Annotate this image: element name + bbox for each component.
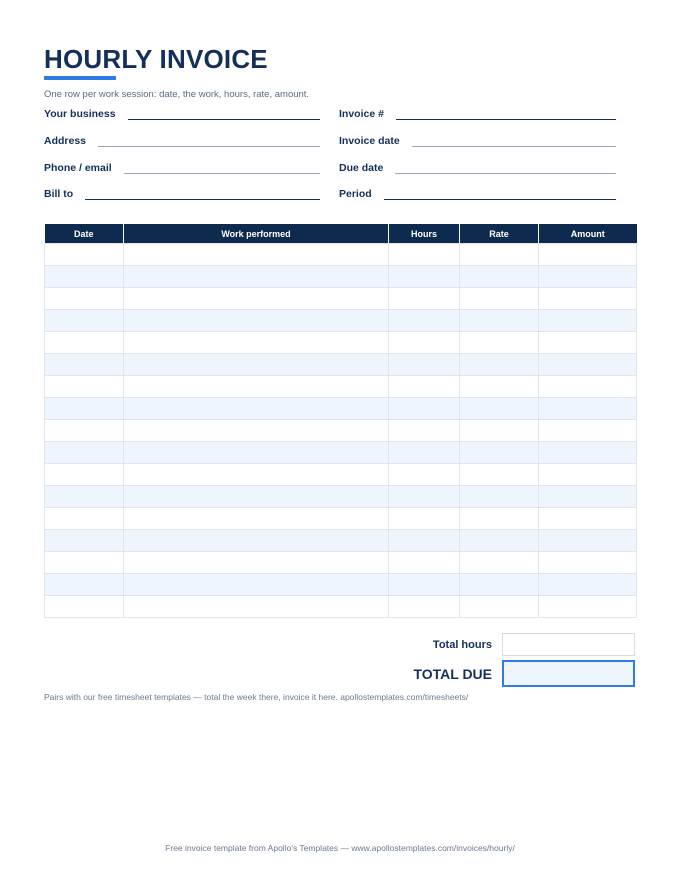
cell-hours[interactable] (389, 376, 460, 398)
table-row (45, 266, 637, 288)
column-header-date: Date (45, 224, 124, 244)
cell-date[interactable] (45, 442, 124, 464)
cell-date[interactable] (45, 420, 124, 442)
cell-work-performed[interactable] (124, 464, 389, 486)
cell-amount[interactable] (539, 288, 637, 310)
table-row (45, 332, 637, 354)
cell-work-performed[interactable] (124, 244, 389, 266)
cell-rate[interactable] (460, 244, 539, 266)
table-row (45, 354, 637, 376)
invoice-subtitle: One row per work session: date, the work, hours, rate, amount. (44, 89, 310, 100)
cell-date[interactable] (45, 244, 124, 266)
table-row (45, 244, 637, 266)
cell-hours[interactable] (389, 398, 460, 420)
cell-work-performed[interactable] (124, 486, 389, 508)
cell-hours[interactable] (389, 552, 460, 574)
cell-date[interactable] (45, 310, 124, 332)
cell-work-performed[interactable] (124, 266, 389, 288)
title-accent-bar (44, 76, 116, 80)
cell-work-performed[interactable] (124, 420, 389, 442)
total-hours-box[interactable] (502, 633, 635, 656)
table-row (45, 442, 637, 464)
cell-rate[interactable] (460, 596, 539, 618)
table-header-row (45, 224, 637, 244)
invoice-date-input-line[interactable] (412, 134, 616, 147)
cell-work-performed[interactable] (124, 596, 389, 618)
bill-to-input-line[interactable] (85, 187, 320, 200)
phone-email-field (44, 158, 320, 174)
bill-to-field (44, 184, 320, 200)
cell-date[interactable] (45, 288, 124, 310)
cell-rate[interactable] (460, 442, 539, 464)
line-items-table (44, 224, 637, 618)
cell-amount[interactable] (539, 574, 637, 596)
cell-rate[interactable] (460, 420, 539, 442)
cell-work-performed[interactable] (124, 310, 389, 332)
invoice-number-input-line[interactable] (396, 107, 616, 120)
due-date-field (339, 158, 616, 174)
cell-work-performed[interactable] (124, 354, 389, 376)
cell-amount[interactable] (539, 354, 637, 376)
your-business-label: Your business (44, 108, 116, 120)
cell-rate[interactable] (460, 310, 539, 332)
cell-work-performed[interactable] (124, 332, 389, 354)
timesheet-note: Pairs with our free timesheet templates — total the week there, invoice it here. apollostemplates.com/timesheets/ (44, 692, 469, 702)
cell-amount[interactable] (539, 442, 637, 464)
period-input-line[interactable] (384, 187, 616, 200)
cell-amount[interactable] (539, 530, 637, 552)
cell-work-performed[interactable] (124, 376, 389, 398)
cell-rate[interactable] (460, 332, 539, 354)
table-row (45, 552, 637, 574)
invoice-number-field (339, 104, 616, 120)
your-business-field (44, 104, 320, 120)
table-row (45, 530, 637, 552)
table-row (45, 508, 637, 530)
cell-hours[interactable] (389, 530, 460, 552)
table-row (45, 398, 637, 420)
column-header-amount: Amount (539, 224, 637, 244)
cell-amount[interactable] (539, 376, 637, 398)
cell-date[interactable] (45, 266, 124, 288)
cell-rate[interactable] (460, 464, 539, 486)
cell-date[interactable] (45, 398, 124, 420)
phone-email-label: Phone / email (44, 162, 112, 174)
invoice-number-label: Invoice # (339, 108, 384, 120)
cell-date[interactable] (45, 508, 124, 530)
cell-rate[interactable] (460, 266, 539, 288)
table-row (45, 376, 637, 398)
cell-amount[interactable] (539, 266, 637, 288)
table-row (45, 486, 637, 508)
table-row (45, 310, 637, 332)
cell-rate[interactable] (460, 552, 539, 574)
total-due-box[interactable] (502, 660, 635, 687)
invoice-title: HOURLY INVOICE (44, 44, 268, 74)
cell-hours[interactable] (389, 310, 460, 332)
table-body (45, 244, 637, 618)
your-business-input-line[interactable] (128, 107, 320, 120)
cell-rate[interactable] (460, 288, 539, 310)
column-header-rate: Rate (460, 224, 539, 244)
address-field (44, 131, 320, 147)
cell-work-performed[interactable] (124, 398, 389, 420)
cell-hours[interactable] (389, 354, 460, 376)
invoice-date-field (339, 131, 616, 147)
cell-work-performed[interactable] (124, 530, 389, 552)
column-header-work-performed: Work performed (124, 224, 389, 244)
cell-date[interactable] (45, 552, 124, 574)
cell-rate[interactable] (460, 376, 539, 398)
cell-amount[interactable] (539, 244, 637, 266)
cell-work-performed[interactable] (124, 552, 389, 574)
cell-date[interactable] (45, 376, 124, 398)
cell-work-performed[interactable] (124, 442, 389, 464)
cell-hours[interactable] (389, 288, 460, 310)
cell-rate[interactable] (460, 486, 539, 508)
address-input-line[interactable] (98, 134, 320, 147)
cell-amount[interactable] (539, 420, 637, 442)
period-label: Period (339, 188, 372, 200)
cell-hours[interactable] (389, 420, 460, 442)
table-row (45, 574, 637, 596)
cell-amount[interactable] (539, 508, 637, 530)
cell-work-performed[interactable] (124, 574, 389, 596)
cell-hours[interactable] (389, 332, 460, 354)
cell-amount[interactable] (539, 310, 637, 332)
cell-hours[interactable] (389, 596, 460, 618)
cell-date[interactable] (45, 332, 124, 354)
cell-date[interactable] (45, 464, 124, 486)
due-date-input-line[interactable] (395, 161, 616, 174)
cell-rate[interactable] (460, 574, 539, 596)
cell-work-performed[interactable] (124, 508, 389, 530)
cell-hours[interactable] (389, 266, 460, 288)
cell-date[interactable] (45, 354, 124, 376)
cell-date[interactable] (45, 530, 124, 552)
bill-to-label: Bill to (44, 188, 74, 200)
cell-rate[interactable] (460, 530, 539, 552)
cell-work-performed[interactable] (124, 288, 389, 310)
cell-date[interactable] (45, 596, 124, 618)
cell-hours[interactable] (389, 464, 460, 486)
invoice-date-label: Invoice date (339, 135, 400, 147)
phone-email-input-line[interactable] (124, 161, 320, 174)
cell-hours[interactable] (389, 442, 460, 464)
due-date-label: Due date (339, 162, 384, 174)
table-row (45, 464, 637, 486)
cell-rate[interactable] (460, 354, 539, 376)
total-due-label: TOTAL DUE (413, 666, 492, 682)
cell-amount[interactable] (539, 596, 637, 618)
table-row (45, 288, 637, 310)
cell-hours[interactable] (389, 574, 460, 596)
address-label: Address (44, 135, 87, 147)
footer-credit: Free invoice template from Apollo's Templates — www.apollostemplates.com/invoices/hourly/ (165, 843, 515, 853)
cell-rate[interactable] (460, 508, 539, 530)
cell-hours[interactable] (389, 244, 460, 266)
cell-date[interactable] (45, 486, 124, 508)
cell-date[interactable] (45, 574, 124, 596)
cell-amount[interactable] (539, 332, 637, 354)
cell-amount[interactable] (539, 552, 637, 574)
total-hours-label: Total hours (432, 639, 492, 651)
cell-amount[interactable] (539, 398, 637, 420)
cell-rate[interactable] (460, 398, 539, 420)
period-field (339, 184, 616, 200)
cell-hours[interactable] (389, 508, 460, 530)
table-row (45, 420, 637, 442)
cell-amount[interactable] (539, 464, 637, 486)
cell-hours[interactable] (389, 486, 460, 508)
cell-amount[interactable] (539, 486, 637, 508)
table-row (45, 596, 637, 618)
column-header-hours: Hours (389, 224, 460, 244)
